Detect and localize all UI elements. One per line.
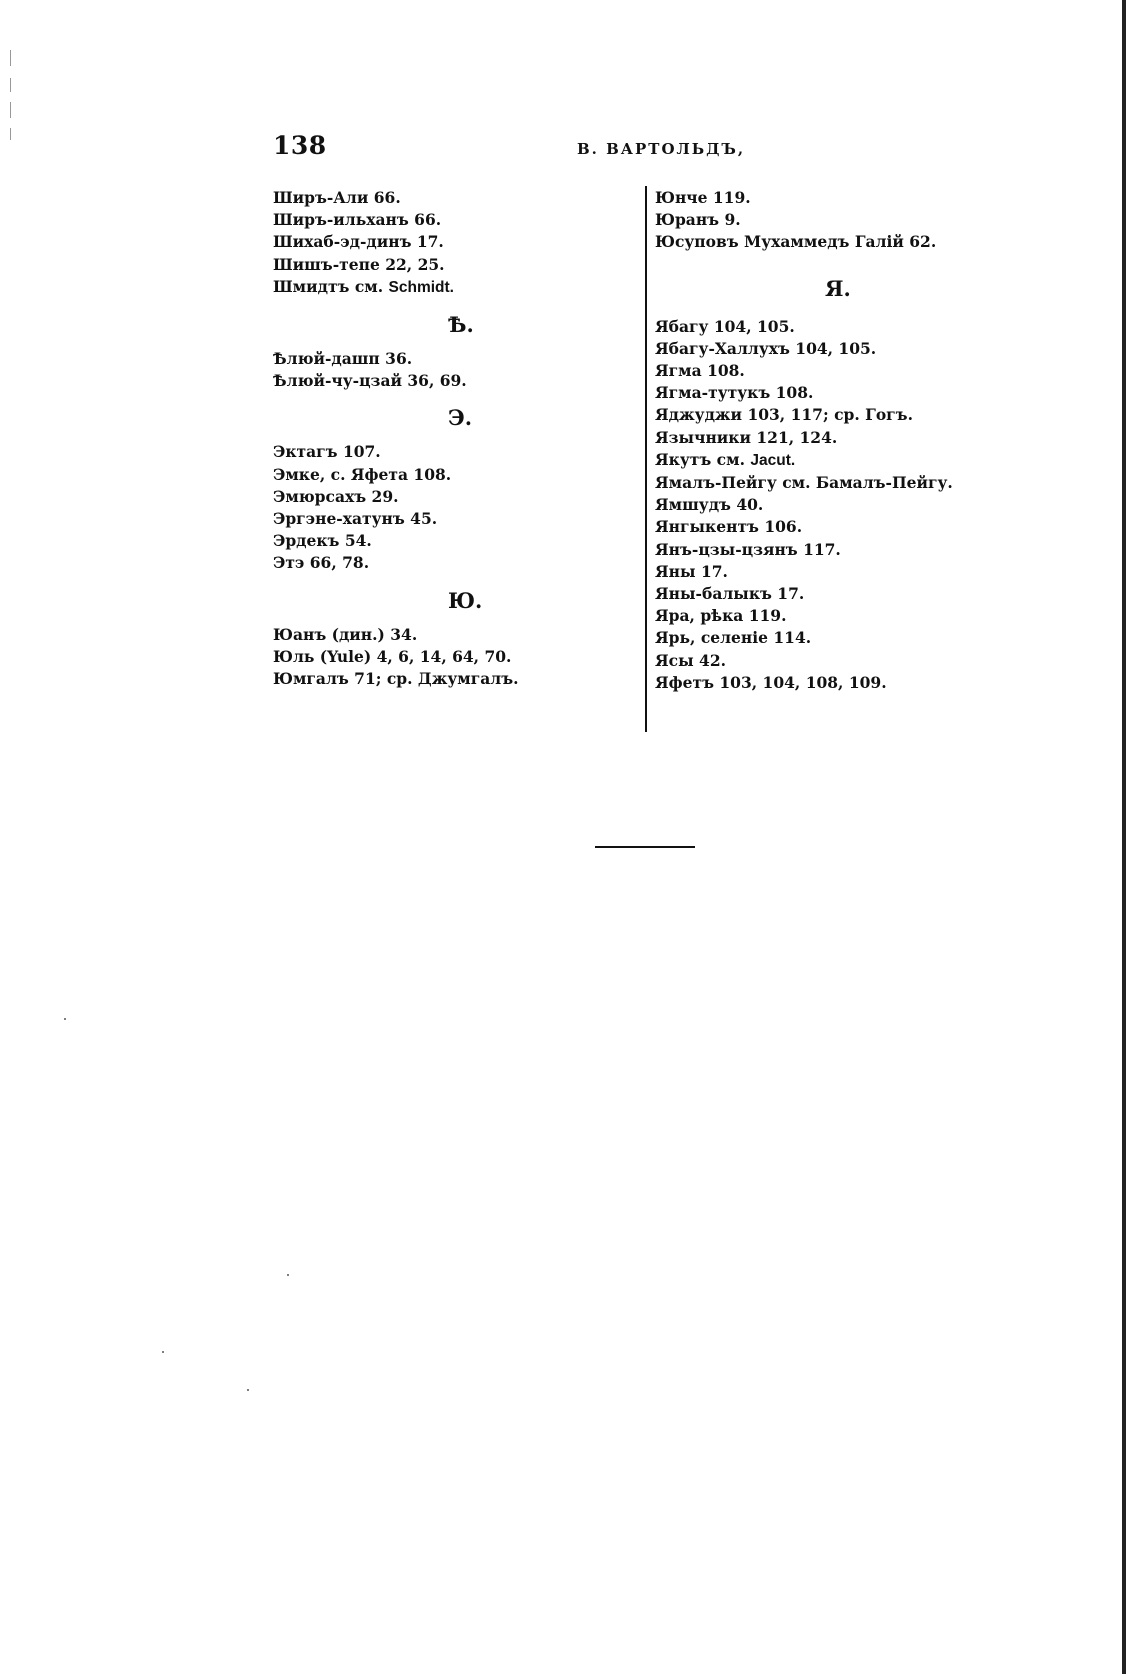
letter-heading: Ѣ.	[448, 312, 474, 338]
index-entry: Юнче 119.	[655, 188, 751, 207]
index-entry: Шишъ-тепе 22, 25.	[273, 254, 445, 274]
scan-speck	[287, 1274, 289, 1276]
index-entry: Юмгалъ 71; ср. Джумгалъ.	[273, 669, 519, 689]
index-entry: Ямалъ-Пейгу см. Бамалъ-Пейгу.	[655, 473, 953, 493]
index-entry: Ярь, селеніе 114.	[655, 628, 812, 648]
index-entry: Ябагу-Халлухъ 104, 105.	[655, 338, 877, 358]
scan-edge-mark	[10, 128, 11, 140]
index-column-left	[273, 187, 573, 690]
scan-speck	[247, 1389, 249, 1391]
index-entry: Яны-балыкъ 17.	[655, 584, 805, 604]
index-entry: Шихаб-эд-динъ 17.	[273, 232, 444, 252]
index-entry: Юанъ (дин.) 34.	[273, 624, 418, 644]
index-entry: Янъ-цзы-цзянъ 117.	[655, 539, 841, 559]
scan-edge-line	[1122, 0, 1126, 1674]
index-entry: Этэ 66, 78.	[273, 553, 370, 573]
index-entry: Яра, рѣка 119.	[655, 606, 787, 626]
index-entry: Янгыкентъ 106.	[655, 517, 803, 537]
index-entry: Ширъ-ильханъ 66.	[273, 210, 442, 230]
column-divider	[645, 186, 647, 732]
index-entry: Ширъ-Али 66.	[273, 188, 401, 207]
entry-latin-text: Jacut.	[750, 451, 796, 469]
index-entry	[273, 276, 573, 299]
index-column-right	[655, 187, 955, 694]
index-entry: Юсуповъ Мухаммедъ Галій 62.	[655, 232, 937, 252]
index-entry: Ягма-тутукъ 108.	[655, 383, 814, 403]
scan-speck	[64, 1018, 66, 1020]
letter-heading: Я.	[825, 275, 851, 301]
index-entry: Эрдекъ 54.	[273, 531, 372, 551]
index-entry: Яны 17.	[655, 561, 728, 581]
page-number: 138	[273, 131, 327, 160]
index-entry: Ѣлюй-дашп 36.	[273, 349, 413, 369]
index-entry: Эктагъ 107.	[273, 442, 381, 462]
entry-text: Шмидтъ см.	[273, 276, 389, 296]
index-entry: Юранъ 9.	[655, 210, 741, 230]
index-entry	[655, 449, 955, 472]
scan-edge-mark	[10, 50, 11, 66]
scan-edge-mark	[10, 102, 11, 118]
index-entry: Эргэне-хатунъ 45.	[273, 509, 438, 529]
scan-speck	[162, 1351, 164, 1353]
entry-text: Якутъ см.	[655, 449, 751, 469]
index-entry: Ямшудъ 40.	[655, 495, 764, 515]
letter-heading: Э.	[448, 405, 473, 431]
index-entry: Ябагу 104, 105.	[655, 316, 795, 336]
running-head: В. ВАРТОЛЬДЪ,	[577, 140, 746, 158]
scan-edge-mark	[10, 78, 11, 92]
index-entry: Юль (Yule) 4, 6, 14, 64, 70.	[273, 646, 512, 666]
end-rule	[595, 846, 695, 848]
index-entry: Яфетъ 103, 104, 108, 109.	[655, 672, 887, 692]
index-entry: Ѣлюй-чу-цзай 36, 69.	[273, 371, 467, 391]
index-entry: Эмке, с. Яфета 108.	[273, 464, 452, 484]
index-entry: Эмюрсахъ 29.	[273, 486, 399, 506]
entry-latin-text: Schmidt.	[388, 278, 454, 296]
index-entry: Ягма 108.	[655, 361, 745, 381]
index-entry: Ясы 42.	[655, 650, 727, 670]
index-entry: Язычники 121, 124.	[655, 427, 838, 447]
letter-heading: Ю.	[448, 587, 483, 613]
index-entry: Яджуджи 103, 117; ср. Гогъ.	[655, 405, 913, 425]
